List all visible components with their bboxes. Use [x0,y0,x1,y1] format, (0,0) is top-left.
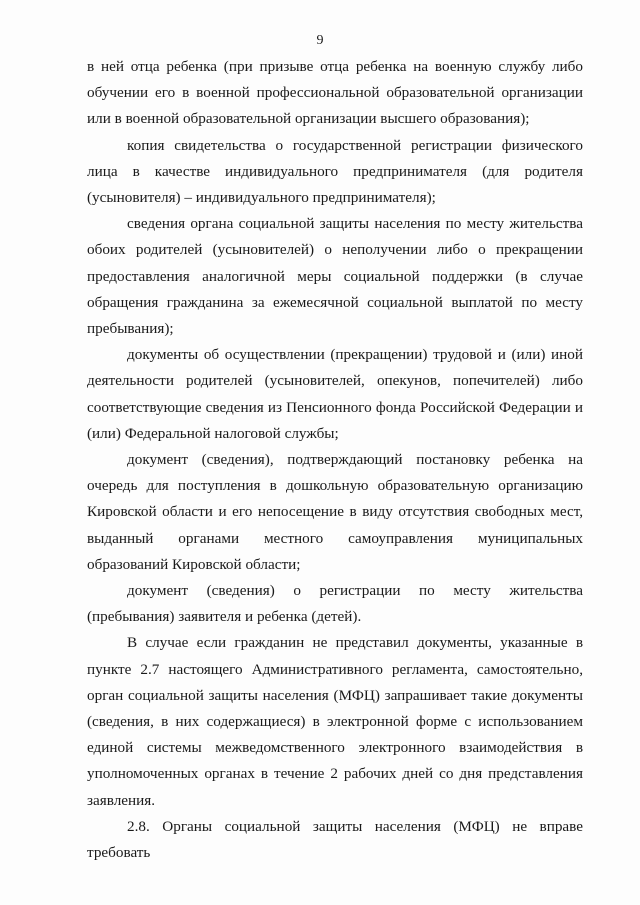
paragraph-entrepreneur-certificate: копия свидетельства о государственной регистрации физического лица в качестве индивидуального предпринимателя (для родителя (усыновителя) – индивидуального предпринимателя); [87,136,583,207]
paragraph-social-protection-info: сведения органа социальной защиты населения по месту жительства обоих родителей (усыновителей) о неполучении либо о прекращении предоставления аналогичной меры социальной поддержки (в случае обращения гражданина за ежемесячной социальной выплатой по месту пребывания); [87,215,583,338]
paragraph-employment-documents: документы об осуществлении (прекращении) трудовой и (или) иной деятельности родителей (усыновителей, опекунов, попечителей) либо соответствующие сведения из Пенсионного фонда Российской Федерации и (или) Федеральной налоговой службы; [87,346,583,442]
paragraph-preschool-queue: документ (сведения), подтверждающий постановку ребенка на очередь для поступления в дошкольную образовательную организацию Кировской области и его непосещение в виду отсутствия свободных мест, выданный органами местного самоуправления муниципальных образований Кировской области; [87,451,583,573]
paragraph-section-2-8: 2.8. Органы социальной защиты населения (МФЦ) не вправе требовать [87,817,583,862]
document-body [87,54,583,866]
paragraph-father-military: в ней отца ребенка (при призыве отца ребенка на военную службу либо обучении его в военной профессиональной образовательной организации или в военной образовательной организации высшего образования); [87,58,583,128]
page-number: 9 [316,33,324,48]
paragraph-registration: документ (сведения) о регистрации по месту жительства (пребывания) заявителя и ребенка (детей). [87,582,583,626]
paragraph-interagency-request: В случае если гражданин не представил документы, указанные в пункте 2.7 настоящего Административного регламента, самостоятельно, орган социальной защиты населения (МФЦ) запрашивает такие документы (сведения, в них содержащиеся) в электронной форме с использованием единой системы межведомственного электронного взаимодействия в уполномоченных органах в течение 2 рабочих дней со дня представления заявления. [87,634,583,809]
